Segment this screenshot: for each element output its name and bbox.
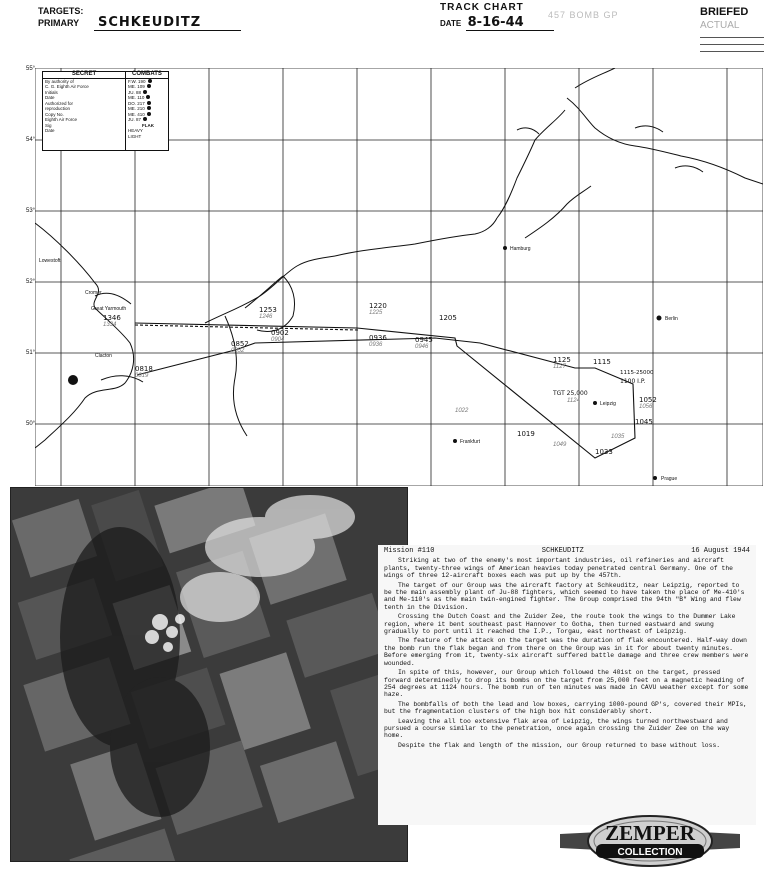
city-markers xyxy=(68,246,662,480)
date-label: DATE xyxy=(440,19,462,28)
time-annotation-sub: 1246 xyxy=(259,314,273,320)
secret-line: Copy No. xyxy=(45,111,64,117)
time-annotation-sub: 1124 xyxy=(567,398,580,404)
time-annotation: 1205 xyxy=(439,314,457,322)
actual-stamp: ACTUAL xyxy=(700,20,740,31)
time-annotation-sub: 0819 xyxy=(135,373,149,379)
secret-line: Authorized for xyxy=(45,100,74,106)
time-annotation: 1052 xyxy=(639,396,657,404)
mission-target: SCHKEUDITZ xyxy=(541,547,584,555)
combat-marker-icon xyxy=(147,101,151,105)
combat-aircraft: ME. 110 xyxy=(128,95,145,100)
time-annotation-sub: 1035 xyxy=(611,434,625,440)
time-annotation: 0818 xyxy=(135,365,153,373)
chart-title: TRACK CHART xyxy=(440,2,524,13)
time-annotation-sub: 1049 xyxy=(553,442,567,448)
time-annotation: 1346 xyxy=(103,314,121,322)
combat-marker-icon xyxy=(146,95,150,99)
time-annotation: 0945 xyxy=(415,336,433,344)
latitude-label: 50° xyxy=(26,421,36,427)
city-label: Clacton xyxy=(95,353,112,359)
narrative-paragraph: Leaving the all too extensive flak area of Leipzig, the wings turned northwestward and pursued a course similar to the penetration, once again crossing the Zuider Zee on the way home. xyxy=(384,717,730,740)
mission-narrative xyxy=(378,545,756,825)
primary-label: PRIMARY xyxy=(38,18,80,28)
time-annotation-sub: 0852 xyxy=(231,348,245,354)
city-label: Frankfurt xyxy=(460,439,481,445)
secret-line: Sig xyxy=(45,122,52,128)
combats-block xyxy=(126,72,168,139)
blank-line xyxy=(700,44,764,45)
secret-line: reproduction xyxy=(45,106,71,111)
time-annotation-sub: 0904 xyxy=(271,337,285,343)
narrative-paragraph: Despite the flak and length of the mission, our Group returned to base without loss. xyxy=(398,741,721,749)
secret-line: Eighth Air Force xyxy=(45,117,78,122)
city-label: Hamburg xyxy=(510,246,531,252)
logo-line1: ZEMPER xyxy=(605,821,695,845)
time-annotation: 0852 xyxy=(231,340,249,348)
time-annotation: 1100 I.P. xyxy=(620,378,646,385)
aerial-strike-photo xyxy=(10,487,408,862)
time-annotation: 1253 xyxy=(259,306,277,314)
secret-block xyxy=(43,72,126,150)
city-label: Prague xyxy=(661,476,678,482)
blank-line xyxy=(700,51,764,52)
header-targets xyxy=(38,6,241,29)
aerial-photo-image xyxy=(10,487,408,862)
narrative-paragraph: The target of our Group was the aircraft factory at Schkeuditz, near Leipzig, reported to be the main assembly plant of Ju-88 fighters, which seemed to have taken the place of Me-410's and Me-110's as the main twin-engined fighter. The Group comprised the 94th "B" Wing and flew tenth in the Division. xyxy=(384,581,745,611)
time-annotation: 0902 xyxy=(271,329,289,337)
latitude-label: 52° xyxy=(26,279,36,285)
combat-marker-icon xyxy=(143,90,147,94)
primary-target: SCHKEUDITZ xyxy=(94,15,241,31)
narrative-header xyxy=(378,545,756,557)
combat-marker-icon xyxy=(147,106,151,110)
secret-line: C. G. Eighth Air Force xyxy=(45,84,89,89)
city-label: Cromer xyxy=(85,290,102,296)
time-annotation: 1045 xyxy=(635,418,653,426)
flak-title: FLAK xyxy=(142,122,154,128)
narrative-paragraph: Striking at two of the enemy's most important industries, oil refineries and aircraft plants, twenty-three wings of American heavies today penetrated central Germany. One of the wings of three 12-aircraft boxes each was put up by the 457th. xyxy=(384,557,733,580)
secret-title: SECRET xyxy=(43,72,125,79)
narrative-paragraph: Crossing the Dutch Coast and the Zuider Zee, the route took the wings to the Dummer Lake region, where it bent southeast past Hannover to Gotha, then turned eastward and swung gradually to port until it reached the I.P., Torgau, east northeast of Leipzig. xyxy=(384,613,736,636)
mission-number: Mission #110 xyxy=(384,547,435,555)
time-annotation: 1125 xyxy=(553,356,571,364)
latitude-label: 55° xyxy=(26,66,36,72)
secret-line: Date xyxy=(45,128,55,133)
time-annotation: 1019 xyxy=(517,430,535,438)
combat-aircraft: JU. 88 xyxy=(128,89,142,95)
time-annotation: 1115-25000 xyxy=(620,370,654,376)
narrative-paragraph: In spite of this, however, our Group which followed the 401st on the target, pressed forward determinedly to drop its bombs on the target from 25,000 feet on a magnetic heading of 254 degrees at 1124 hours. The bomb run of ten minutes was made in CAVU weather except for some haze. xyxy=(384,669,749,699)
time-annotation-sub: 1022 xyxy=(455,408,469,414)
time-annotation-sub: 0946 xyxy=(415,344,429,350)
time-annotation-sub: 1334 xyxy=(103,322,117,328)
narrative-paragraph: The bombfalls of both the lead and low boxes, carrying 1000-pound GP's, covered their MPIs, but the fragmentation clusters of the high box hit considerably short. xyxy=(384,700,747,716)
header-stamps xyxy=(700,6,764,52)
city-label: Berlin xyxy=(665,316,678,322)
combat-aircraft: F.W. 190 xyxy=(128,78,146,84)
logo-graphic xyxy=(560,814,740,868)
combats-title: COMBATS xyxy=(126,72,168,79)
time-annotation-sub: 1127 xyxy=(553,364,566,370)
city-label: Lowestoft xyxy=(39,258,61,264)
combat-aircraft: ME. 210 xyxy=(128,106,145,111)
latitude-label: 53° xyxy=(26,208,36,214)
logo-line2: COLLECTION xyxy=(617,847,683,858)
combat-aircraft: JU. 87 xyxy=(128,117,142,122)
mission-date: 16 August 1944 xyxy=(691,547,750,555)
faded-header-text: 457 BOMB GP xyxy=(548,10,619,20)
latitude-label: 54° xyxy=(26,137,36,143)
time-annotation-sub: 1056 xyxy=(639,404,653,410)
briefed-stamp: BRIEFED xyxy=(700,6,749,18)
combat-marker-icon xyxy=(147,84,151,88)
map-legend xyxy=(42,71,169,151)
flak-row: HEAVY xyxy=(128,128,143,133)
targets-label: TARGETS: xyxy=(38,6,84,16)
secret-line: By authority of xyxy=(45,78,74,84)
combat-aircraft: DO. 217 xyxy=(128,100,145,106)
time-annotation: 1115 xyxy=(593,358,611,366)
time-annotation: TGT 25,000 xyxy=(553,390,588,397)
header-chart-title xyxy=(440,2,554,31)
flak-row: LIGHT xyxy=(128,133,142,139)
combat-marker-icon xyxy=(143,117,147,121)
city-label: Great Yarmouth xyxy=(91,306,127,312)
time-annotation-sub: 1225 xyxy=(369,310,383,316)
time-annotation: 1033 xyxy=(595,448,613,456)
combat-aircraft: ME. 410 xyxy=(128,111,145,117)
time-annotation-sub: 0936 xyxy=(369,342,383,348)
combat-aircraft: ME. 109 xyxy=(128,84,145,89)
blank-line xyxy=(700,37,764,38)
combat-marker-icon xyxy=(148,79,152,83)
secret-line: Date xyxy=(45,95,55,100)
secret-line: Initials xyxy=(45,89,58,95)
narrative-paragraph: The feature of the attack on the target was the duration of flak encountered. Half-way down the bomb run the flak began and from there on the Group was in it for about twenty minutes. Before emerging from it, twenty-six aircraft suffered battle damage and three crew members were wounded. xyxy=(384,637,749,667)
latitude-label: 51° xyxy=(26,350,36,356)
date-value: 8-16-44 xyxy=(466,15,554,31)
zemper-collection-logo xyxy=(560,814,740,868)
city-label: Leipzig xyxy=(600,401,616,407)
time-annotation: 0936 xyxy=(369,334,387,342)
time-annotation: 1220 xyxy=(369,302,387,310)
combat-marker-icon xyxy=(147,112,151,116)
